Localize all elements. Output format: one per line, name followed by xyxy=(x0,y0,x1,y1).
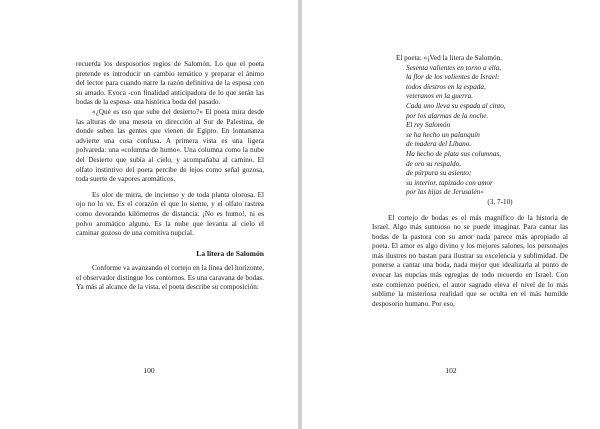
paragraph: recuerda los desposorios regios de Salomón. Lo que el poeta pretende es introducir un cambio temático y preparar el ánimo del lector para cuando narre la razón definitiva de la esposa con su amado. Evoca -con finalidad anticipadora de lo que serán las bodas de la esposa- una histórica boda del pasado. xyxy=(76,60,264,107)
poem-line: se ha hecho un palanquín xyxy=(406,130,480,139)
poem-line: de oro su respaldo, xyxy=(406,159,461,168)
poem-line: de madera del Líbano. xyxy=(406,140,472,149)
page-number: 102 xyxy=(445,366,457,375)
poem-reference: (3, 7-10) xyxy=(487,197,513,206)
poem-line: Cada uno lleva su espada al cinto, xyxy=(406,101,506,110)
paragraph: El cortejo de bodas es el más magnífico de la historia de Israel. Algo más suntuoso no se puede imaginar. Para cantar las bodas de la pastora con su amor nada parece más apropiado al poeta. El amor es algo divino y los mejores salones, los personajes más ilustres no bastan para ilustrar su excelencia y sublimidad. De ponerse a cantar una boda, nada mejor que idealizarla al punto de evocar las nupcias más egregias de todo recuerdo en Israel. Con este comienzo poético, el autor sagrado eleva el nivel de lo más sublime la misteriosa realidad que se oculta en el más humilde desposorio humano. Por eso, xyxy=(372,213,568,308)
poem-line: la flor de los valientes de Israel: xyxy=(406,73,500,82)
poem xyxy=(406,64,568,208)
poem-line: su interior, tapizado con amor xyxy=(406,178,493,187)
poem-line: de púrpura su asiento; xyxy=(406,169,472,178)
poem-line: por las hijas de Jerusalén» xyxy=(406,188,484,197)
poem-line: veteranos en la guerra. xyxy=(406,92,474,101)
poem-line: Sesenta valientes en torno a ella, xyxy=(406,63,502,72)
section-heading: La litera de Salomón xyxy=(196,248,264,258)
poem-intro: El poeta: «¡Ved la litera de Salomón. xyxy=(396,54,502,62)
right-page-text xyxy=(372,54,568,309)
right-page xyxy=(302,0,600,429)
left-page-text xyxy=(76,60,264,293)
poem-line: El rey Salomón xyxy=(406,121,451,130)
poem-line: Ha hecho de plata sus columnas, xyxy=(406,149,502,158)
poem-line: por los alarmas de la noche. xyxy=(406,111,489,120)
paragraph: «¿Qué es eso que sube del desierto?» El poeta mira desde las alturas de una meseta en dirección al Sur de Palestina, de donde suben las gentes que vienen de Egipto. En lontananza advierte una cosa confusa. A primera vista es una ligera polvareda: una «columna de humo». Una columna como la nube del Desierto que subía al cielo, y acompañaba al camino. El olfato instintivo del poeta percibe de lejos como señal gozosa, toda suerte de vapores aromáticos. xyxy=(76,107,264,184)
poem-line: todos diestros en la espada, xyxy=(406,82,486,91)
left-page xyxy=(0,0,298,429)
paragraph: Es olor de mirra, de incienso y de toda planta olorosa. El ojo no lo ve. Es el corazón el que lo siente, y el olfato rastrea como devorando kilómetros de distancia. ¡No es humo!, ni es polvo aromático alguno. Es la nube que levanta al cielo el caminar gozoso de una comitiva nupcial. xyxy=(76,190,264,238)
paragraph: Conforme va avanzando el cortejo en la línea del horizonte, el observador distingue los contornos. Es una caravana de bodas. Ya más al alcance de la vista, el poeta describe su composición: xyxy=(76,264,264,292)
page-number: 100 xyxy=(143,366,155,375)
